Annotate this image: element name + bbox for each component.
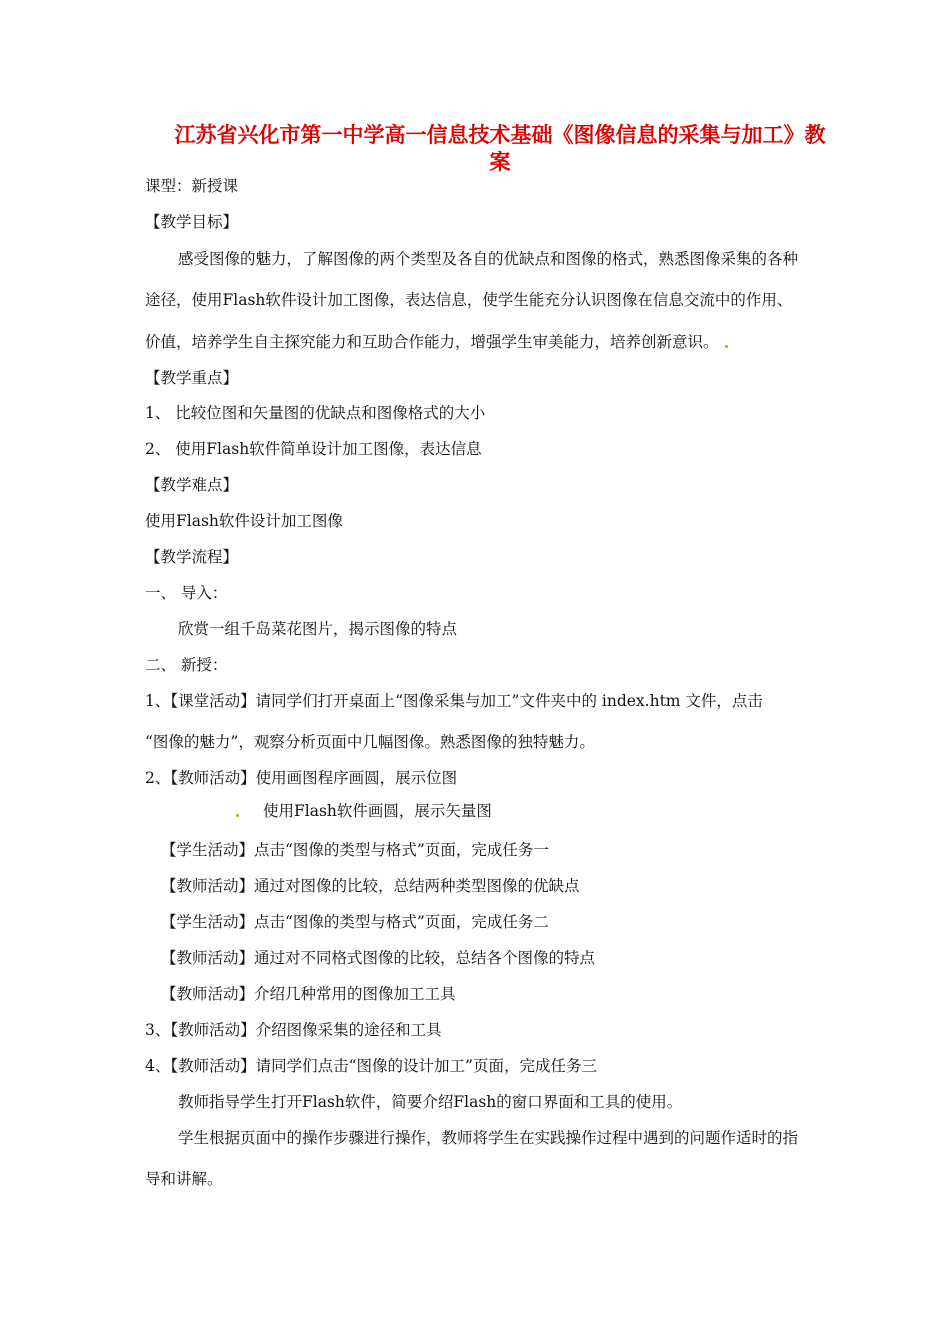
heading-process: 【教学流程】	[145, 548, 239, 566]
yellow-dot-mark	[236, 814, 239, 817]
activity-3: 【学生活动】点击“图像的类型与格式”页面，完成任务二	[161, 913, 549, 931]
step-1: 一、 导入：	[145, 584, 228, 602]
objectives-line-2: 途径，使用Flash软件设计加工图像，表达信息，使学生能充分认识图像在信息交流中的作用、	[145, 291, 793, 309]
activity-2: 【教师活动】通过对图像的比较，总结两种类型图像的优缺点	[161, 877, 580, 895]
activity-4: 【教师活动】通过对不同格式图像的比较，总结各个图像的特点	[161, 949, 596, 967]
heading-objectives: 【教学目标】	[145, 213, 239, 231]
step-1-detail: 欣赏一组千岛菜花图片，揭示图像的特点	[178, 620, 458, 638]
course-type: 课型：新授课	[145, 177, 239, 195]
key-point-2: 2、 使用Flash软件简单设计加工图像，表达信息	[145, 440, 482, 458]
objectives-line-1: 感受图像的魅力，了解图像的两个类型及各自的优缺点和图像的格式，熟悉图像采集的各种	[178, 250, 799, 268]
item-2-line-1: 2、【教师活动】使用画图程序画圆，展示位图	[145, 769, 458, 787]
title-line-2: 案	[489, 150, 511, 174]
key-point-1: 1、 比较位图和矢量图的优缺点和图像格式的大小	[145, 404, 486, 422]
heading-difficult-points: 【教学难点】	[145, 476, 239, 494]
item-3: 3、【教师活动】介绍图像采集的途径和工具	[145, 1021, 442, 1039]
title-line-1: 江苏省兴化市第一中学高一信息技术基础《图像信息的采集与加工》教	[174, 123, 826, 147]
objectives-line-3: 价值，培养学生自主探究能力和互助合作能力，增强学生审美能力，培养创新意识。	[145, 332, 728, 352]
item-1-line-2: “图像的魅力”，观察分析页面中几幅图像。熟悉图像的独特魅力。	[145, 733, 595, 751]
heading-key-points: 【教学重点】	[145, 369, 239, 387]
activity-5: 【教师活动】介绍几种常用的图像加工工具	[161, 985, 456, 1003]
difficult-point: 使用Flash软件设计加工图像	[145, 512, 343, 530]
yellow-dot-mark	[725, 345, 728, 348]
document-title	[140, 122, 860, 176]
item-4-paragraph-2-line-1: 学生根据页面中的操作步骤进行操作，教师将学生在实践操作过程中遇到的问题作适时的指	[178, 1129, 799, 1147]
step-2: 二、 新授：	[145, 656, 228, 674]
item-4-paragraph-1: 教师指导学生打开Flash软件，简要介绍Flash的窗口界面和工具的使用。	[178, 1093, 683, 1111]
activity-1: 【学生活动】点击“图像的类型与格式”页面，完成任务一	[161, 841, 549, 859]
item-2-line-2: 使用Flash软件画圆，展示矢量图	[236, 801, 492, 821]
item-4: 4、【教师活动】请同学们点击“图像的设计加工”页面，完成任务三	[145, 1057, 597, 1075]
item-4-paragraph-2-line-2: 导和讲解。	[145, 1170, 223, 1188]
item-1-line-1: 1、【课堂活动】请同学们打开桌面上“图像采集与加工”文件夹中的 index.htm 文件，点击	[145, 692, 763, 710]
